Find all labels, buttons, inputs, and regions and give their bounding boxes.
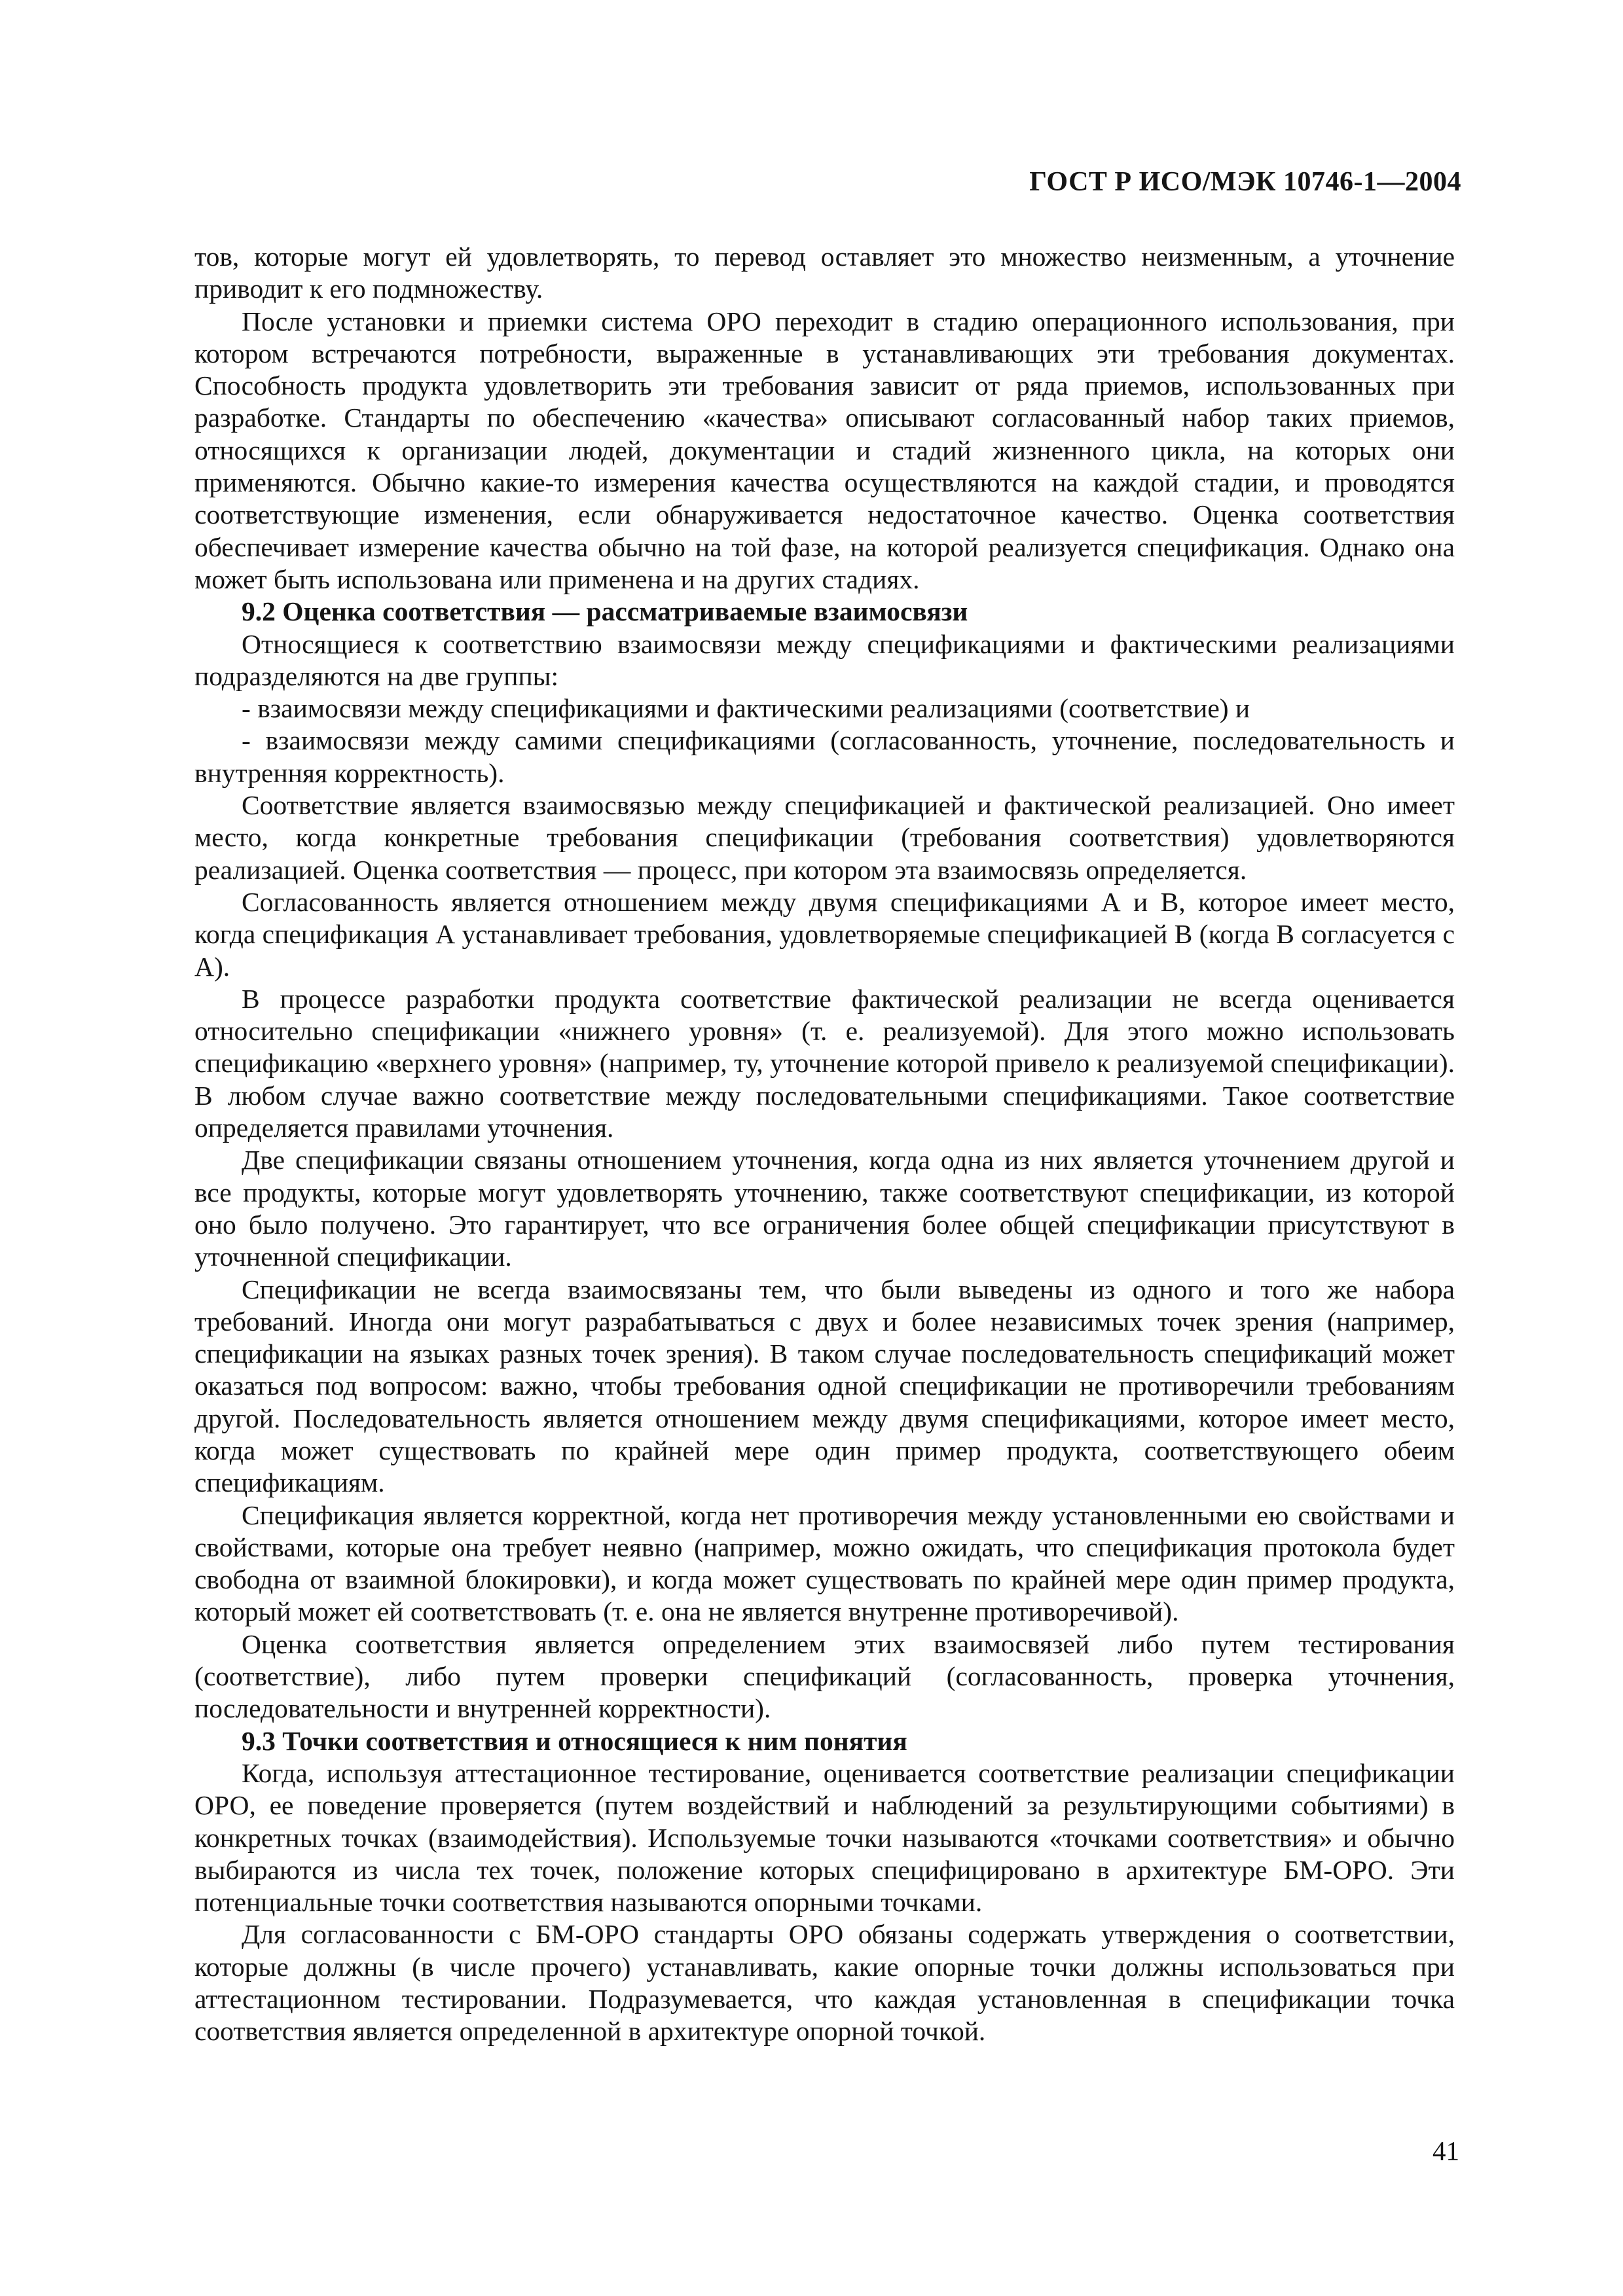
section-heading-9-3: 9.3 Точки соответствия и относящиеся к ним понятия: [242, 1725, 907, 1756]
document-header: ГОСТ Р ИСО/МЭК 10746-1—2004: [1029, 167, 1461, 197]
paragraph-continuation: тов, которые могут ей удовлетворять, то перевод оставляет это множество неизменным, а уточнение приводит к его подмножеству.: [194, 242, 1455, 304]
paragraph: Согласованность является отношением между двумя спецификациями А и В, которое имеет место, когда спецификация А устанавливает требования, удовлетворяемые спецификацией В (когда В согласуется с А).: [194, 886, 1455, 982]
document-body: [194, 241, 1455, 2048]
list-item: - взаимосвязи между самими спецификациями (согласованность, уточнение, последовательность и внутренняя корректность).: [194, 725, 1455, 788]
paragraph: Для согласованности с БМ-ОРО стандарты ОРО обязаны содержать утверждения о соответствии, которые должны (в числе прочего) устанавливать, какие опорные точки должны использоваться при аттестационном тестировании. Подразумевается, что каждая установленная в спецификации точка соответствия является определенной в архитектуре опорной точкой.: [194, 1919, 1455, 2047]
page-number: 41: [1432, 2136, 1459, 2166]
paragraph: Две спецификации связаны отношением уточнения, когда одна из них является уточнением другой и все продукты, которые могут удовлетворять уточнению, также соответствуют спецификации, из которой оно было получено. Это гарантирует, что все ограничения более общей спецификации присутствуют в уточненной спецификации.: [194, 1145, 1455, 1272]
paragraph: В процессе разработки продукта соответствие фактической реализации не всегда оценивается относительно спецификации «нижнего уровня» (т. е. реализуемой). Для этого можно использовать спецификацию «верхнего уровня» (например, ту, уточнение которой привело к реализуемой спецификации). В любом случае важно соответствие между последовательными спецификациями. Такое соответствие определяется правилами уточнения.: [194, 983, 1455, 1143]
list-item: - взаимосвязи между спецификациями и фактическими реализациями (соответствие) и: [242, 693, 1250, 724]
paragraph: Оценка соответствия является определением этих взаимосвязей либо путем тестирования (соответствие), либо путем проверки спецификаций (согласованность, проверка уточнения, последовательности и внутренней корректности).: [194, 1628, 1455, 1724]
paragraph: Относящиеся к соответствию взаимосвязи между спецификациями и фактическими реализациями подразделяются на две группы:: [194, 628, 1455, 691]
paragraph: После установки и приемки система ОРО переходит в стадию операционного использования, при котором встречаются потребности, выраженные в устанавливающих эти требования документах. Способность продукта удовлетворить эти требования зависит от ряда приемов, использованных при разработке. Стандарты по обеспечению «качества» описывают согласованный набор таких приемов, относящихся к организации людей, документации и стадий жизненного цикла, на которых они применяются. Обычно какие-то измерения качества осуществляются на каждой стадии, и проводятся соответствующие изменения, если обнаруживается недостаточное качество. Оценка соответствия обеспечивает измерение качества обычно на той фазе, на которой реализуется спецификация. Однако она может быть использована или применена и на других стадиях.: [194, 306, 1455, 594]
paragraph: Когда, используя аттестационное тестирование, оценивается соответствие реализации спецификации ОРО, ее поведение проверяется (путем воздействий и наблюдений за результирующими событиями) в конкретных точках (взаимодействия). Используемые точки называются «точками соответствия» и обычно выбираются из числа тех точек, положение которых специфицировано в архитектуре БМ-ОРО. Эти потенциальные точки соответствия называются опорными точками.: [194, 1757, 1455, 1918]
paragraph: Соответствие является взаимосвязью между спецификацией и фактической реализацией. Оно имеет место, когда конкретные требования спецификации (требования соответствия) удовлетворяются реализацией. Оценка соответствия — процесс, при котором эта взаимосвязь определяется.: [194, 790, 1455, 885]
paragraph: Спецификации не всегда взаимосвязаны тем, что были выведены из одного и того же набора требований. Иногда они могут разрабатываться с двух и более независимых точек зрения (например, спецификации на языках разных точек зрения). В таком случае последовательность спецификаций может оказаться под вопросом: важно, чтобы требования одной спецификации не противоречили требованиям другой. Последовательность является отношением между двумя спецификациями, которое имеет место, когда может существовать по крайней мере один пример продукта, соответствующего обеим спецификациям.: [194, 1274, 1455, 1498]
paragraph: Спецификация является корректной, когда нет противоречия между установленными ею свойствами и свойствами, которые она требует неявно (например, можно ожидать, что спецификация протокола будет свободна от взаимной блокировки), и когда может существовать по крайней мере один пример продукта, который может ей соответствовать (т. е. она не является внутренне противоречивой).: [194, 1499, 1455, 1627]
section-heading-9-2: 9.2 Оценка соответствия — рассматриваемые взаимосвязи: [242, 596, 968, 627]
